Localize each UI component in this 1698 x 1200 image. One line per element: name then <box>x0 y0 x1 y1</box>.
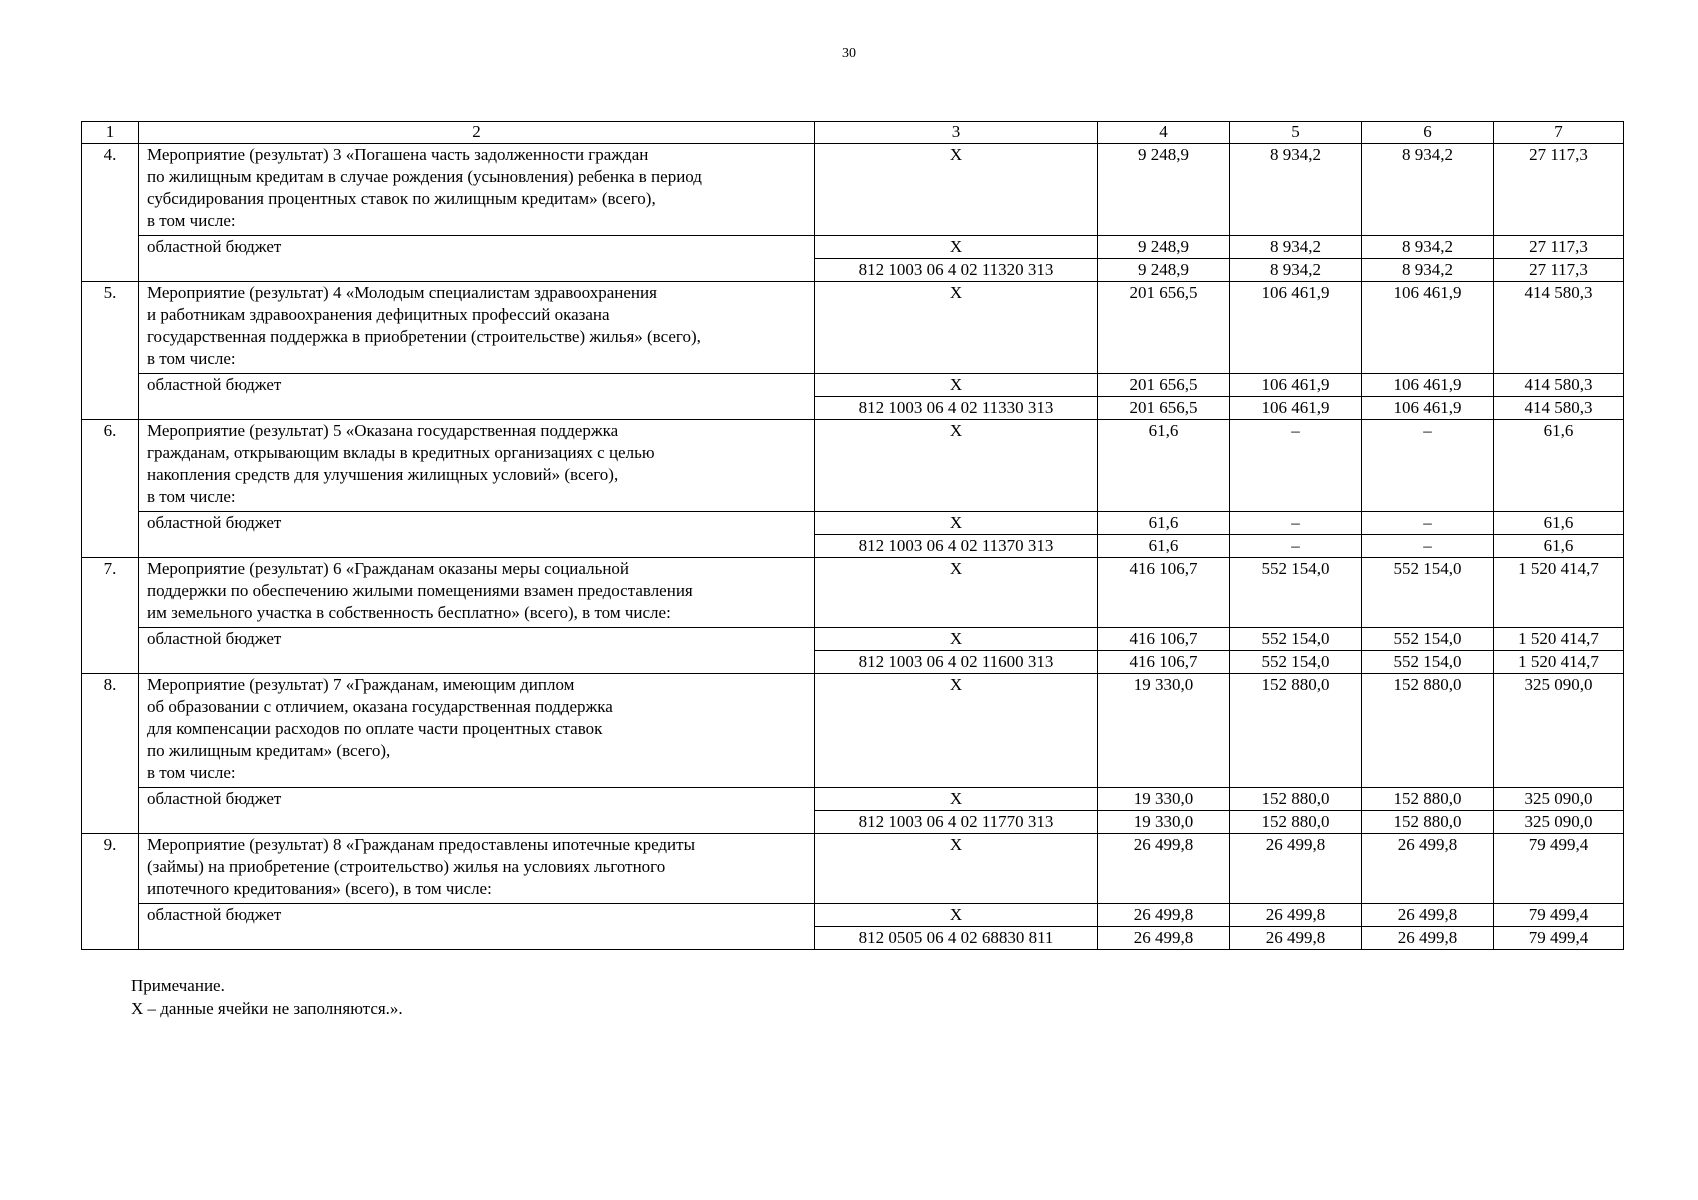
row-number: 6. <box>82 420 139 558</box>
kbk-value-6: – <box>1362 535 1494 558</box>
budget-value-5: 26 499,8 <box>1230 904 1362 927</box>
header-cell: 3 <box>815 122 1098 144</box>
kbk-value-6: 152 880,0 <box>1362 811 1494 834</box>
value-col-4: 9 248,9 <box>1098 144 1230 236</box>
budget-label: областной бюджет <box>139 628 815 674</box>
measure-title-line: в том числе: <box>147 763 236 782</box>
measure-title-line: Мероприятие (результат) 5 «Оказана государственная поддержка <box>147 421 619 440</box>
budget-label: областной бюджет <box>139 512 815 558</box>
budget-value-5: – <box>1230 512 1362 535</box>
header-cell: 4 <box>1098 122 1230 144</box>
value-col-6: – <box>1362 420 1494 512</box>
kbk-value-6: 106 461,9 <box>1362 397 1494 420</box>
measure-row <box>82 558 1624 628</box>
budget-value-4: 19 330,0 <box>1098 788 1230 811</box>
budget-code: X <box>815 236 1098 259</box>
budget-value-5: 106 461,9 <box>1230 374 1362 397</box>
budget-label: областной бюджет <box>139 788 815 834</box>
kbk-value-7: 79 499,4 <box>1494 927 1624 950</box>
code-cell: X <box>815 834 1098 904</box>
row-number: 7. <box>82 558 139 674</box>
budget-row <box>82 904 1624 927</box>
value-col-7: 414 580,3 <box>1494 282 1624 374</box>
measure-row <box>82 674 1624 788</box>
kbk-value-7: 414 580,3 <box>1494 397 1624 420</box>
kbk-code: 812 1003 06 4 02 11330 313 <box>815 397 1098 420</box>
measure-title-line: гражданам, открывающим вклады в кредитных организациях с целью <box>147 443 655 462</box>
row-number: 4. <box>82 144 139 282</box>
kbk-code: 812 1003 06 4 02 11600 313 <box>815 651 1098 674</box>
kbk-value-4: 416 106,7 <box>1098 651 1230 674</box>
measure-title <box>139 558 815 628</box>
header-cell: 6 <box>1362 122 1494 144</box>
measure-title-line: об образовании с отличием, оказана государственная поддержка <box>147 697 613 716</box>
budget-label: областной бюджет <box>139 236 815 282</box>
note-title: Примечание. <box>131 976 225 995</box>
measure-title-line: Мероприятие (результат) 7 «Гражданам, имеющим диплом <box>147 675 575 694</box>
value-col-5: 552 154,0 <box>1230 558 1362 628</box>
budget-value-6: – <box>1362 512 1494 535</box>
budget-value-5: 552 154,0 <box>1230 628 1362 651</box>
budget-value-7: 414 580,3 <box>1494 374 1624 397</box>
value-col-5: 152 880,0 <box>1230 674 1362 788</box>
budget-value-4: 9 248,9 <box>1098 236 1230 259</box>
value-col-7: 61,6 <box>1494 420 1624 512</box>
budget-label: областной бюджет <box>139 374 815 420</box>
budget-value-6: 552 154,0 <box>1362 628 1494 651</box>
measure-title <box>139 282 815 374</box>
budget-value-6: 152 880,0 <box>1362 788 1494 811</box>
measure-title <box>139 834 815 904</box>
row-number: 9. <box>82 834 139 950</box>
kbk-value-5: 152 880,0 <box>1230 811 1362 834</box>
value-col-5: – <box>1230 420 1362 512</box>
kbk-value-4: 201 656,5 <box>1098 397 1230 420</box>
kbk-value-4: 9 248,9 <box>1098 259 1230 282</box>
code-cell: X <box>815 144 1098 236</box>
measure-title-line: Мероприятие (результат) 3 «Погашена часть задолженности граждан <box>147 145 649 164</box>
note <box>131 974 403 1020</box>
kbk-value-6: 8 934,2 <box>1362 259 1494 282</box>
measure-title-line: Мероприятие (результат) 4 «Молодым специалистам здравоохранения <box>147 283 657 302</box>
measure-title-line: по жилищным кредитам» (всего), <box>147 741 391 760</box>
measure-title-line: Мероприятие (результат) 6 «Гражданам оказаны меры социальной <box>147 559 630 578</box>
measure-title-line: им земельного участка в собственность бесплатно» (всего), в том числе: <box>147 603 671 622</box>
measure-title-line: в том числе: <box>147 211 236 230</box>
measure-title <box>139 144 815 236</box>
kbk-value-7: 27 117,3 <box>1494 259 1624 282</box>
kbk-value-5: 26 499,8 <box>1230 927 1362 950</box>
measure-title <box>139 674 815 788</box>
value-col-7: 1 520 414,7 <box>1494 558 1624 628</box>
budget-value-4: 416 106,7 <box>1098 628 1230 651</box>
note-text: Х – данные ячейки не заполняются.». <box>131 999 403 1018</box>
value-col-7: 79 499,4 <box>1494 834 1624 904</box>
header-cell: 5 <box>1230 122 1362 144</box>
header-cell: 1 <box>82 122 139 144</box>
kbk-code: 812 1003 06 4 02 11770 313 <box>815 811 1098 834</box>
row-number: 8. <box>82 674 139 834</box>
budget-value-7: 325 090,0 <box>1494 788 1624 811</box>
kbk-code: 812 1003 06 4 02 11320 313 <box>815 259 1098 282</box>
budget-row <box>82 236 1624 259</box>
budget-value-4: 61,6 <box>1098 512 1230 535</box>
code-cell: X <box>815 282 1098 374</box>
budget-value-4: 26 499,8 <box>1098 904 1230 927</box>
kbk-value-5: 8 934,2 <box>1230 259 1362 282</box>
budget-value-7: 27 117,3 <box>1494 236 1624 259</box>
budget-value-6: 26 499,8 <box>1362 904 1494 927</box>
kbk-value-4: 19 330,0 <box>1098 811 1230 834</box>
budget-row <box>82 374 1624 397</box>
budget-code: X <box>815 628 1098 651</box>
kbk-value-5: 106 461,9 <box>1230 397 1362 420</box>
header-row <box>82 122 1624 144</box>
budget-code: X <box>815 904 1098 927</box>
budget-code: X <box>815 374 1098 397</box>
measure-row <box>82 420 1624 512</box>
budget-value-5: 152 880,0 <box>1230 788 1362 811</box>
value-col-6: 8 934,2 <box>1362 144 1494 236</box>
kbk-code: 812 1003 06 4 02 11370 313 <box>815 535 1098 558</box>
page-number: 30 <box>842 46 856 61</box>
value-col-6: 106 461,9 <box>1362 282 1494 374</box>
value-col-4: 26 499,8 <box>1098 834 1230 904</box>
measure-title-line: по жилищным кредитам в случае рождения (усыновления) ребенка в период <box>147 167 702 186</box>
table-body <box>82 122 1624 950</box>
budget-code: X <box>815 512 1098 535</box>
measure-title-line: поддержки по обеспечению жилыми помещениями взамен предоставления <box>147 581 693 600</box>
kbk-value-4: 26 499,8 <box>1098 927 1230 950</box>
kbk-value-7: 1 520 414,7 <box>1494 651 1624 674</box>
budget-value-4: 201 656,5 <box>1098 374 1230 397</box>
measure-title-line: в том числе: <box>147 349 236 368</box>
budget-value-7: 61,6 <box>1494 512 1624 535</box>
value-col-4: 61,6 <box>1098 420 1230 512</box>
value-col-6: 552 154,0 <box>1362 558 1494 628</box>
value-col-5: 26 499,8 <box>1230 834 1362 904</box>
value-col-4: 19 330,0 <box>1098 674 1230 788</box>
budget-value-7: 1 520 414,7 <box>1494 628 1624 651</box>
measure-title-line: в том числе: <box>147 487 236 506</box>
budget-row <box>82 512 1624 535</box>
measure-title-line: ипотечного кредитования» (всего), в том числе: <box>147 879 492 898</box>
value-col-7: 27 117,3 <box>1494 144 1624 236</box>
measure-title-line: накопления средств для улучшения жилищных условий» (всего), <box>147 465 619 484</box>
value-col-5: 8 934,2 <box>1230 144 1362 236</box>
measure-title-line: субсидирования процентных ставок по жилищным кредитам» (всего), <box>147 189 656 208</box>
value-col-4: 416 106,7 <box>1098 558 1230 628</box>
code-cell: X <box>815 420 1098 512</box>
value-col-5: 106 461,9 <box>1230 282 1362 374</box>
budget-code: X <box>815 788 1098 811</box>
kbk-value-4: 61,6 <box>1098 535 1230 558</box>
measure-title-line: Мероприятие (результат) 8 «Гражданам предоставлены ипотечные кредиты <box>147 835 696 854</box>
kbk-code: 812 0505 06 4 02 68830 811 <box>815 927 1098 950</box>
code-cell: X <box>815 558 1098 628</box>
budget-value-6: 8 934,2 <box>1362 236 1494 259</box>
measure-title <box>139 420 815 512</box>
budget-row <box>82 628 1624 651</box>
measure-row <box>82 282 1624 374</box>
kbk-value-7: 325 090,0 <box>1494 811 1624 834</box>
kbk-value-6: 552 154,0 <box>1362 651 1494 674</box>
code-cell: X <box>815 674 1098 788</box>
kbk-value-5: – <box>1230 535 1362 558</box>
kbk-value-5: 552 154,0 <box>1230 651 1362 674</box>
budget-row <box>82 788 1624 811</box>
budget-value-5: 8 934,2 <box>1230 236 1362 259</box>
budget-value-7: 79 499,4 <box>1494 904 1624 927</box>
measure-title-line: для компенсации расходов по оплате части процентных ставок <box>147 719 603 738</box>
value-col-6: 26 499,8 <box>1362 834 1494 904</box>
value-col-4: 201 656,5 <box>1098 282 1230 374</box>
header-cell: 2 <box>139 122 815 144</box>
budget-label: областной бюджет <box>139 904 815 950</box>
measure-title-line: (займы) на приобретение (строительство) жилья на условиях льготного <box>147 857 666 876</box>
kbk-value-7: 61,6 <box>1494 535 1624 558</box>
measure-title-line: государственная поддержка в приобретении (строительстве) жилья» (всего), <box>147 327 701 346</box>
budget-table <box>81 121 1624 950</box>
value-col-7: 325 090,0 <box>1494 674 1624 788</box>
row-number: 5. <box>82 282 139 420</box>
measure-title-line: и работникам здравоохранения дефицитных профессий оказана <box>147 305 610 324</box>
value-col-6: 152 880,0 <box>1362 674 1494 788</box>
kbk-value-6: 26 499,8 <box>1362 927 1494 950</box>
budget-value-6: 106 461,9 <box>1362 374 1494 397</box>
header-cell: 7 <box>1494 122 1624 144</box>
measure-row <box>82 834 1624 904</box>
measure-row <box>82 144 1624 236</box>
